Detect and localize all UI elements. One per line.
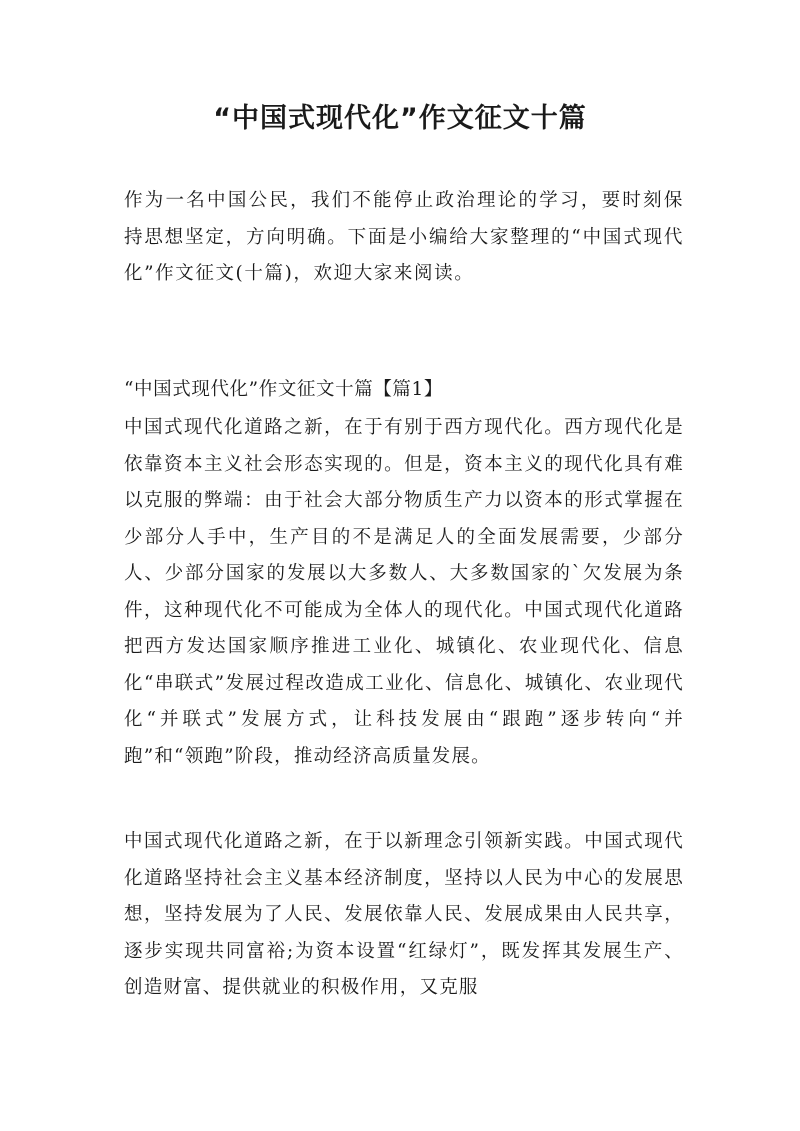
document-title: “中国式现代化”作文征文十篇 (213, 103, 587, 134)
intro-paragraph: 作为一名中国公民，我们不能停止政治理论的学习，要时刻保持思想坚定，方向明确。下面是小编给大家整理的“中国式现代化”作文征文(十篇)，欢迎大家来阅读。 (124, 190, 684, 284)
body-paragraph-1: 中国式现代化道路之新，在于有别于西方现代化。西方现代化是依靠资本主义社会形态实现的。但是，资本主义的现代化具有难以克服的弊端：由于社会大部分物质生产力以资本的形式掌握在少部分人手中，生产目的不是满足人的全面发展需要，少部分人、少部分国家的发展以大多数人、大多数国家的`欠发展为条件，这种现代化不可能成为全体人的现代化。中国式现代化道路把西方发达国家顺序推进工业化、城镇化、农业现代化、信息化“串联式”发展过程改造成工业化、信息化、城镇化、农业现代化“并联式”发展方式，让科技发展由“跟跑”逐步转向“并跑”和“领跑”阶段，推动经济高质量发展。 (124, 417, 684, 767)
section-heading: “中国式现代化”作文征文十篇【篇1】 (124, 379, 443, 400)
body-paragraph-2: 中国式现代化道路之新，在于以新理念引领新实践。中国式现代化道路坚持社会主义基本经济制度，坚持以人民为中心的发展思想，坚持发展为了人民、发展依靠人民、发展成果由人民共享，逐步实现共同富裕;为资本设置“红绿灯”，既发挥其发展生产、创造财富、提供就业的积极作用，又克服 (124, 831, 684, 998)
